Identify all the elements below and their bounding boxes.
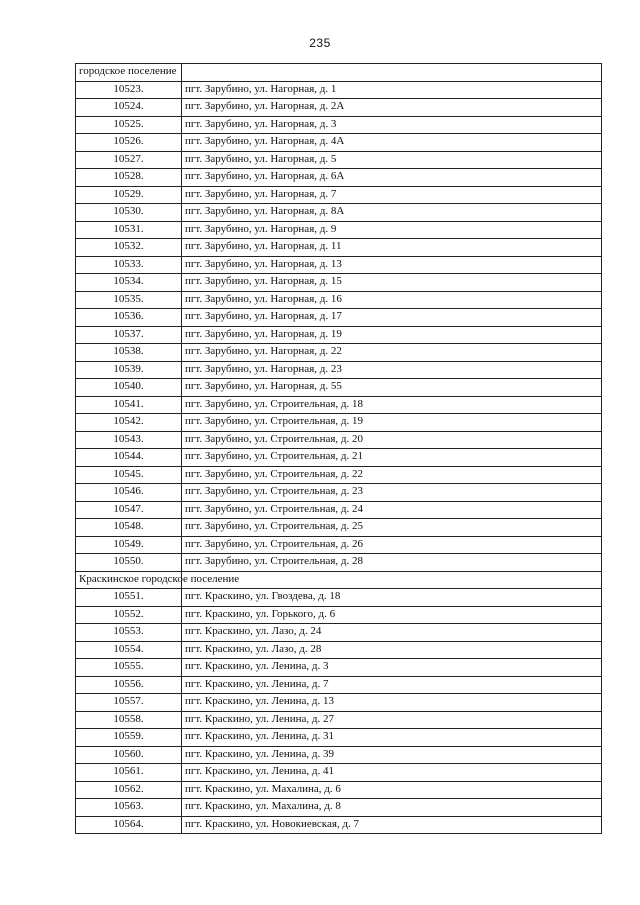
table-row — [76, 134, 602, 152]
address-registry-table — [75, 63, 602, 834]
row-number: 10558. — [76, 711, 182, 729]
table-row — [76, 799, 602, 817]
table-row — [76, 484, 602, 502]
row-number: 10546. — [76, 484, 182, 502]
row-number: 10535. — [76, 291, 182, 309]
row-address: пгт. Зарубино, ул. Строительная, д. 24 — [182, 501, 602, 519]
row-address: пгт. Зарубино, ул. Строительная, д. 23 — [182, 484, 602, 502]
row-address: пгт. Зарубино, ул. Строительная, д. 18 — [182, 396, 602, 414]
section-empty-cell — [182, 571, 602, 589]
row-address: пгт. Зарубино, ул. Нагорная, д. 23 — [182, 361, 602, 379]
row-number: 10561. — [76, 764, 182, 782]
row-number: 10528. — [76, 169, 182, 187]
table-row — [76, 344, 602, 362]
row-number: 10550. — [76, 554, 182, 572]
table-row — [76, 239, 602, 257]
row-address: пгт. Краскино, ул. Ленина, д. 39 — [182, 746, 602, 764]
section-header-row — [76, 571, 602, 589]
section-header-row — [76, 64, 602, 82]
row-number: 10526. — [76, 134, 182, 152]
table-row — [76, 764, 602, 782]
table-row — [76, 641, 602, 659]
row-address: пгт. Краскино, ул. Ленина, д. 27 — [182, 711, 602, 729]
row-address: пгт. Зарубино, ул. Строительная, д. 25 — [182, 519, 602, 537]
row-address: пгт. Зарубино, ул. Нагорная, д. 3 — [182, 116, 602, 134]
row-number: 10530. — [76, 204, 182, 222]
table-row — [76, 694, 602, 712]
table-row — [76, 606, 602, 624]
section-empty-cell — [182, 64, 602, 82]
row-number: 10534. — [76, 274, 182, 292]
section-label: городское поселение — [76, 64, 182, 82]
row-number: 10559. — [76, 729, 182, 747]
table-row — [76, 186, 602, 204]
row-number: 10544. — [76, 449, 182, 467]
row-address: пгт. Краскино, ул. Лазо, д. 24 — [182, 624, 602, 642]
row-number: 10537. — [76, 326, 182, 344]
table-row — [76, 676, 602, 694]
row-number: 10523. — [76, 81, 182, 99]
row-number: 10552. — [76, 606, 182, 624]
row-number: 10540. — [76, 379, 182, 397]
table-row — [76, 151, 602, 169]
row-address: пгт. Зарубино, ул. Нагорная, д. 9 — [182, 221, 602, 239]
row-number: 10527. — [76, 151, 182, 169]
table-row — [76, 81, 602, 99]
row-address: пгт. Зарубино, ул. Строительная, д. 21 — [182, 449, 602, 467]
row-address: пгт. Краскино, ул. Ленина, д. 41 — [182, 764, 602, 782]
row-number: 10564. — [76, 816, 182, 834]
row-number: 10549. — [76, 536, 182, 554]
row-address: пгт. Зарубино, ул. Строительная, д. 28 — [182, 554, 602, 572]
table-row — [76, 589, 602, 607]
row-address: пгт. Краскино, ул. Ленина, д. 7 — [182, 676, 602, 694]
table-row — [76, 449, 602, 467]
table-row — [76, 414, 602, 432]
table-row — [76, 746, 602, 764]
row-number: 10531. — [76, 221, 182, 239]
row-number: 10563. — [76, 799, 182, 817]
row-address: пгт. Зарубино, ул. Нагорная, д. 8А — [182, 204, 602, 222]
row-address: пгт. Краскино, ул. Ленина, д. 13 — [182, 694, 602, 712]
row-address: пгт. Зарубино, ул. Строительная, д. 20 — [182, 431, 602, 449]
row-number: 10543. — [76, 431, 182, 449]
page-number: 235 — [309, 36, 331, 50]
row-address: пгт. Зарубино, ул. Нагорная, д. 5 — [182, 151, 602, 169]
row-address: пгт. Зарубино, ул. Нагорная, д. 6А — [182, 169, 602, 187]
row-number: 10533. — [76, 256, 182, 274]
row-number: 10551. — [76, 589, 182, 607]
address-registry-body — [76, 64, 602, 834]
table-row — [76, 501, 602, 519]
table-row — [76, 99, 602, 117]
table-row — [76, 309, 602, 327]
row-address: пгт. Зарубино, ул. Нагорная, д. 2А — [182, 99, 602, 117]
table-row — [76, 291, 602, 309]
row-number: 10555. — [76, 659, 182, 677]
row-number: 10553. — [76, 624, 182, 642]
row-address: пгт. Зарубино, ул. Нагорная, д. 17 — [182, 309, 602, 327]
row-number: 10542. — [76, 414, 182, 432]
row-address: пгт. Зарубино, ул. Нагорная, д. 13 — [182, 256, 602, 274]
row-address: пгт. Краскино, ул. Новокиевская, д. 7 — [182, 816, 602, 834]
row-address: пгт. Краскино, ул. Лазо, д. 28 — [182, 641, 602, 659]
row-number: 10538. — [76, 344, 182, 362]
row-number: 10524. — [76, 99, 182, 117]
row-address: пгт. Зарубино, ул. Нагорная, д. 16 — [182, 291, 602, 309]
row-number: 10529. — [76, 186, 182, 204]
row-address: пгт. Зарубино, ул. Нагорная, д. 1 — [182, 81, 602, 99]
row-address: пгт. Зарубино, ул. Строительная, д. 22 — [182, 466, 602, 484]
table-row — [76, 466, 602, 484]
row-address: пгт. Краскино, ул. Ленина, д. 3 — [182, 659, 602, 677]
table-row — [76, 116, 602, 134]
table-row — [76, 256, 602, 274]
row-number: 10536. — [76, 309, 182, 327]
table-row — [76, 711, 602, 729]
table-row — [76, 536, 602, 554]
row-address: пгт. Зарубино, ул. Строительная, д. 26 — [182, 536, 602, 554]
table-row — [76, 519, 602, 537]
row-address: пгт. Краскино, ул. Гвоздева, д. 18 — [182, 589, 602, 607]
table-row — [76, 361, 602, 379]
table-row — [76, 204, 602, 222]
row-address: пгт. Краскино, ул. Махалина, д. 6 — [182, 781, 602, 799]
table-row — [76, 781, 602, 799]
table-row — [76, 554, 602, 572]
row-number: 10554. — [76, 641, 182, 659]
table-row — [76, 624, 602, 642]
row-number: 10525. — [76, 116, 182, 134]
table-row — [76, 379, 602, 397]
row-number: 10539. — [76, 361, 182, 379]
table-row — [76, 221, 602, 239]
row-number: 10562. — [76, 781, 182, 799]
row-address: пгт. Зарубино, ул. Нагорная, д. 19 — [182, 326, 602, 344]
table-row — [76, 729, 602, 747]
row-number: 10547. — [76, 501, 182, 519]
row-address: пгт. Краскино, ул. Ленина, д. 31 — [182, 729, 602, 747]
table-row — [76, 431, 602, 449]
section-label: Краскинское городское поселение — [76, 571, 182, 589]
row-address: пгт. Зарубино, ул. Нагорная, д. 55 — [182, 379, 602, 397]
row-number: 10545. — [76, 466, 182, 484]
row-number: 10560. — [76, 746, 182, 764]
row-number: 10541. — [76, 396, 182, 414]
row-address: пгт. Зарубино, ул. Нагорная, д. 11 — [182, 239, 602, 257]
table-row — [76, 169, 602, 187]
row-number: 10557. — [76, 694, 182, 712]
table-row — [76, 274, 602, 292]
row-address: пгт. Зарубино, ул. Нагорная, д. 7 — [182, 186, 602, 204]
row-number: 10556. — [76, 676, 182, 694]
row-address: пгт. Зарубино, ул. Нагорная, д. 22 — [182, 344, 602, 362]
table-row — [76, 326, 602, 344]
row-address: пгт. Зарубино, ул. Строительная, д. 19 — [182, 414, 602, 432]
table-row — [76, 396, 602, 414]
row-number: 10548. — [76, 519, 182, 537]
row-address: пгт. Краскино, ул. Махалина, д. 8 — [182, 799, 602, 817]
row-address: пгт. Краскино, ул. Горького, д. 6 — [182, 606, 602, 624]
row-address: пгт. Зарубино, ул. Нагорная, д. 4А — [182, 134, 602, 152]
table-row — [76, 816, 602, 834]
row-number: 10532. — [76, 239, 182, 257]
table-row — [76, 659, 602, 677]
row-address: пгт. Зарубино, ул. Нагорная, д. 15 — [182, 274, 602, 292]
